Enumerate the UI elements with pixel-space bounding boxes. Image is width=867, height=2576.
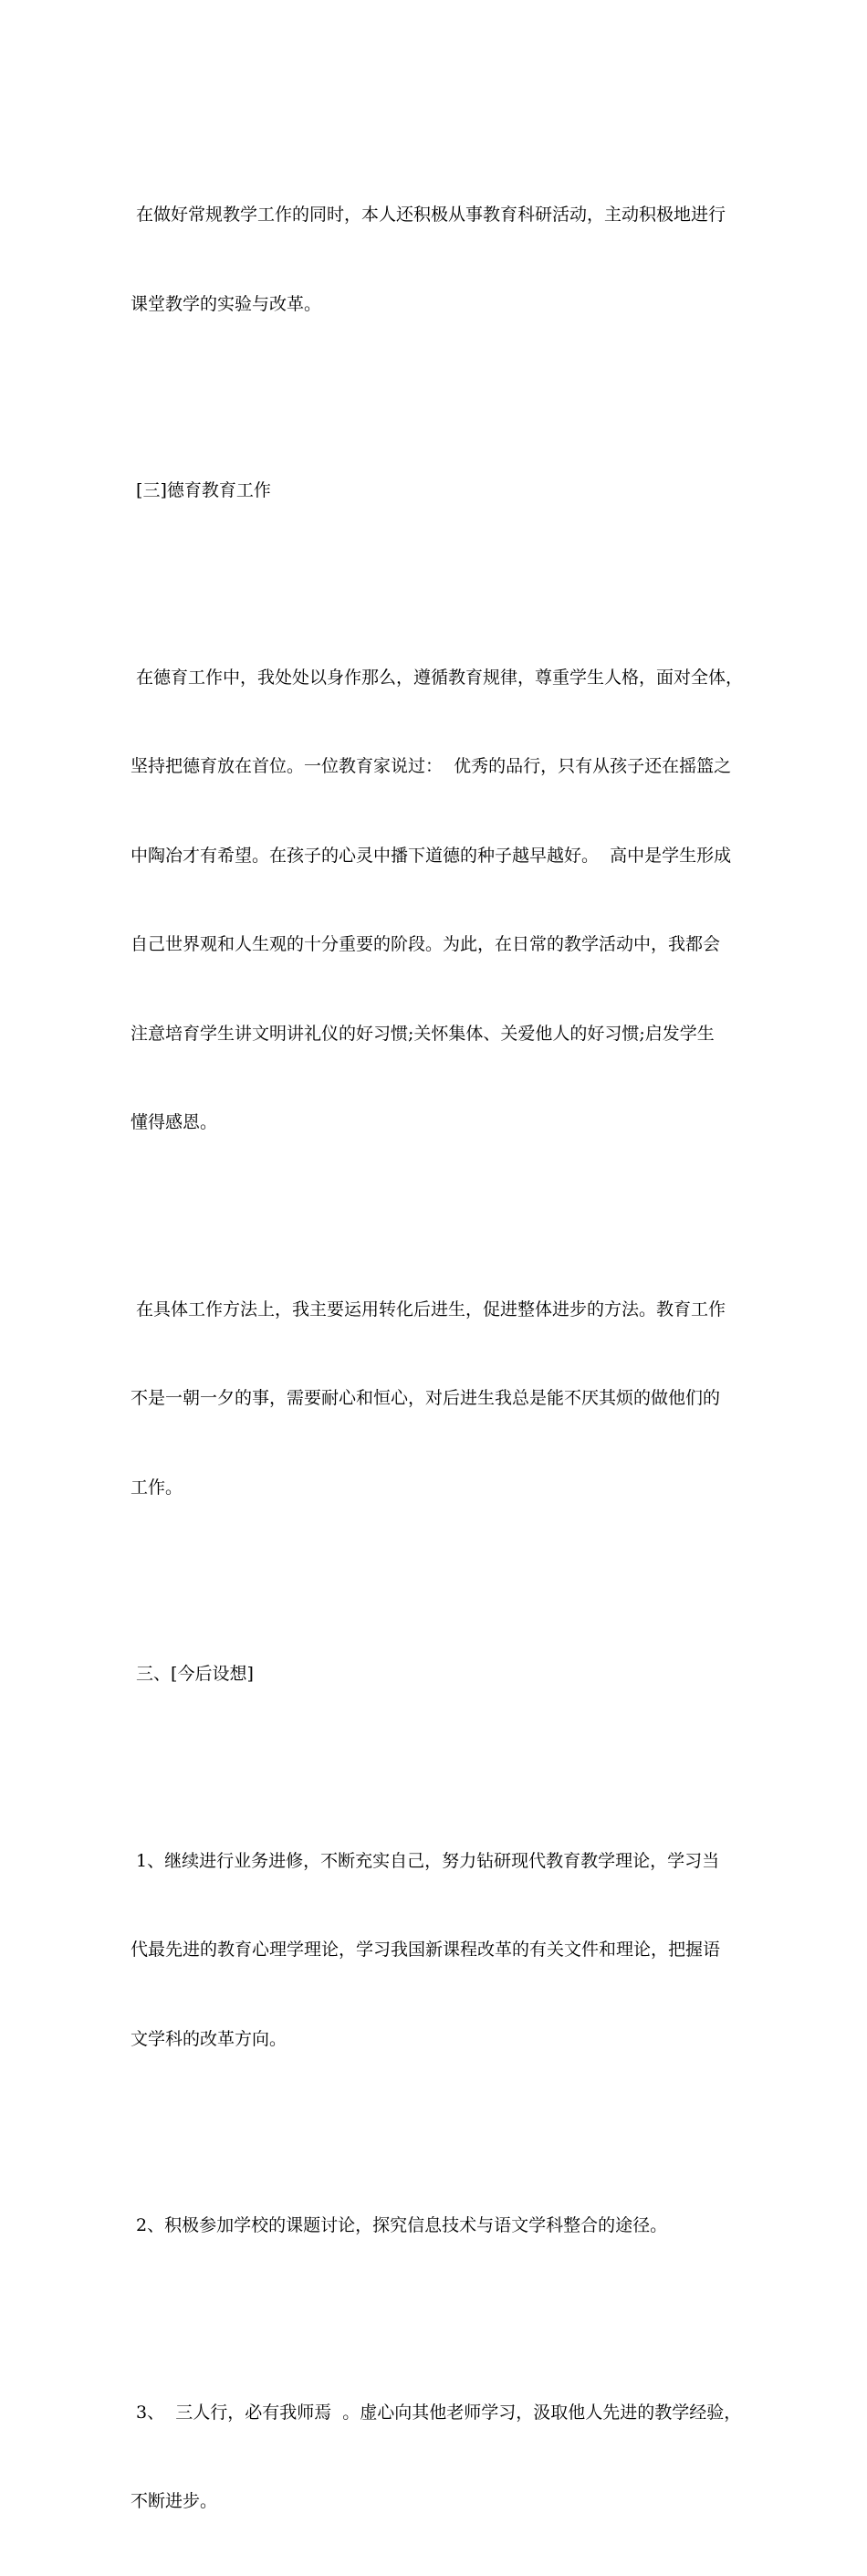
text-line: 在做好常规教学工作的同时，本人还积极从事教育科研活动，主动积极地进行 <box>131 205 726 225</box>
text-line: 坚持把德育放在首位。一位教育家说过： 优秀的品行，只有从孩子还在摇篮之 <box>131 756 732 776</box>
text-line: 3、 三人行，必有我师焉 。虚心向其他老师学习，汲取他人先进的教学经验， <box>131 2402 742 2423</box>
text-line: 懂得感恩。 <box>131 1112 218 1132</box>
document-page <box>131 141 744 2576</box>
section-heading-moral-education <box>131 416 744 565</box>
text-line: 中陶冶才有希望。在孩子的心灵中播下道德的种子越早越好。 高中是学生形成 <box>131 845 732 866</box>
list-item-plan-2 <box>131 2151 744 2300</box>
text-line: 1、继续进行业务进修，不断充实自己，努力钻研现代教育教学理论，学习当 <box>131 1850 720 1871</box>
text-line: 不断进步。 <box>131 2491 218 2511</box>
heading-text: 三、[今后设想] <box>131 1664 254 1684</box>
text-line: 不是一朝一夕的事，需要耐心和恒心，对后进生我总是能不厌其烦的做他们的 <box>131 1388 721 1408</box>
paragraph-methods <box>131 1235 744 1562</box>
text-line: 代最先进的教育心理学理论，学习我国新课程改革的有关文件和理论，把握语 <box>131 1940 721 1960</box>
text-line: 2、积极参加学校的课题讨论，探究信息技术与语文学科整合的途径。 <box>131 2215 668 2235</box>
section-heading-future-plans <box>131 1600 744 1749</box>
text-line: 工作。 <box>131 1477 183 1498</box>
text-line: 在具体工作方法上，我主要运用转化后进生，促进整体进步的方法。教育工作 <box>131 1299 726 1320</box>
text-line: 文学科的改革方向。 <box>131 2028 287 2049</box>
text-line: 自己世界观和人生观的十分重要的阶段。为此，在日常的教学活动中，我都会 <box>131 934 721 954</box>
text-line: 注意培育学生讲文明讲礼仪的好习惯;关怀集体、关爱他人的好习惯;启发学生 <box>131 1023 715 1044</box>
paragraph-moral-education <box>131 604 744 1197</box>
text-line: 在德育工作中，我处处以身作那么，遵循教育规律，尊重学生人格，面对全体， <box>131 667 744 688</box>
list-item-plan-1 <box>131 1787 744 2114</box>
text-line: 课堂教学的实验与改革。 <box>131 293 322 314</box>
paragraph-research <box>131 141 744 378</box>
list-item-plan-3 <box>131 2339 744 2576</box>
heading-text: [三]德育教育工作 <box>131 480 271 500</box>
